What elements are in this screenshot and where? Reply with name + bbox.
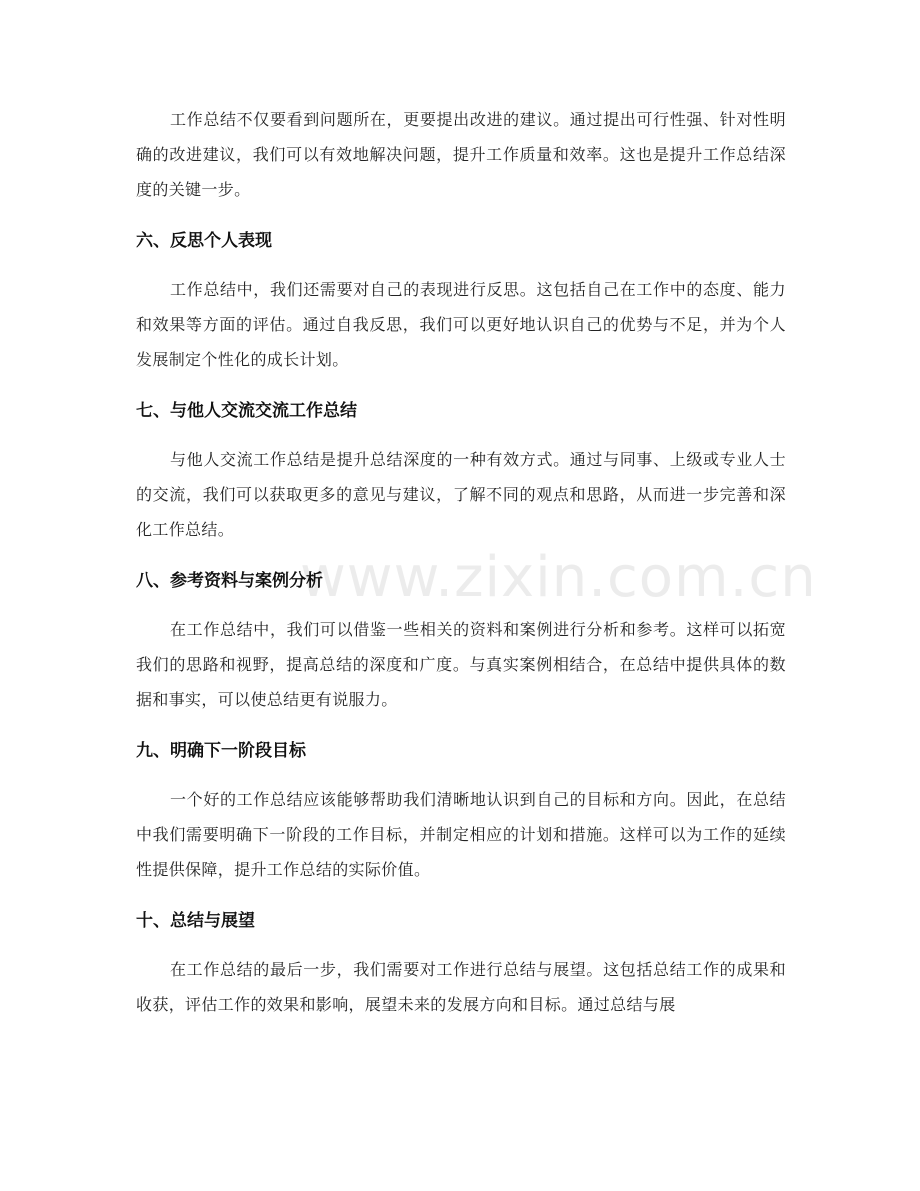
- section-heading-9: 九、明确下一阶段目标: [136, 741, 306, 761]
- intro-paragraph: 工作总结不仅要看到问题所在，更要提出改进的建议。通过提出可行性强、针对性明确的改进建议，我们可以有效地解决问题，提升工作质量和效率。这也是提升工作总结深度的关键一步。: [136, 110, 786, 199]
- section-heading-10: 十、总结与展望: [136, 911, 255, 931]
- section-heading-8: 八、参考资料与案例分析: [136, 571, 323, 591]
- section-body-8: 在工作总结中，我们可以借鉴一些相关的资料和案例进行分析和参考。这样可以拓宽我们的思路和视野，提高总结的深度和广度。与真实案例相结合，在总结中提供具体的数据和事实，可以使总结更有说服力。: [136, 620, 786, 709]
- section-body-7: 与他人交流工作总结是提升总结深度的一种有效方式。通过与同事、上级或专业人士的交流，我们可以获取更多的意见与建议，了解不同的观点和思路，从而进一步完善和深化工作总结。: [136, 450, 786, 539]
- section-body-6: 工作总结中，我们还需要对自己的表现进行反思。这包括自己在工作中的态度、能力和效果等方面的评估。通过自我反思，我们可以更好地认识自己的优势与不足，并为个人发展制定个性化的成长计划。: [136, 280, 786, 369]
- watermark: www.zixin.com.cn: [300, 545, 817, 610]
- section-heading-7: 七、与他人交流交流工作总结: [136, 401, 357, 421]
- section-body-10: 在工作总结的最后一步，我们需要对工作进行总结与展望。这包括总结工作的成果和收获，评估工作的效果和影响，展望未来的发展方向和目标。通过总结与展: [136, 960, 786, 1014]
- document-body: [136, 102, 786, 1022]
- section-body-9: 一个好的工作总结应该能够帮助我们清晰地认识到自己的目标和方向。因此，在总结中我们需要明确下一阶段的工作目标，并制定相应的计划和措施。这样可以为工作的延续性提供保障，提升工作总结的实际价值。: [136, 790, 786, 879]
- section-heading-6: 六、反思个人表现: [136, 231, 272, 251]
